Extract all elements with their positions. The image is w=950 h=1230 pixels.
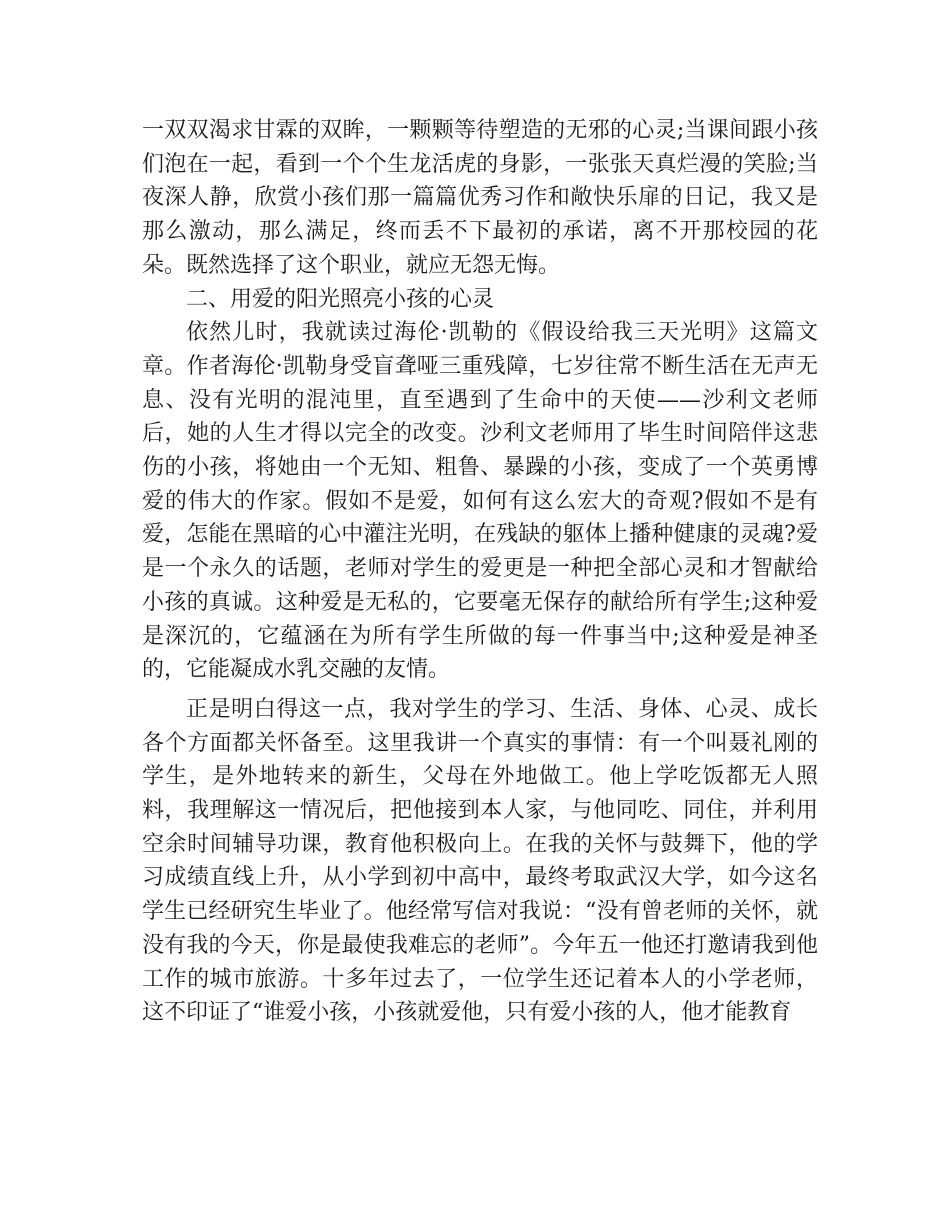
- paragraph-continuation: 一双双渴求甘霖的双眸，一颗颗等待塑造的无邪的心灵;当课间跟小孩们泡在一起，看到一个个生龙活虎的身影，一张张天真烂漫的笑脸;当夜深人静，欣赏小孩们那一篇篇优秀习作和敞快乐扉的日记，我又是那么激动，那么满足，终而丢不下最初的承诺，离不开那校园的花朵。既然选择了这个职业，就应无怨无悔。: [142, 118, 818, 278]
- paragraph-helen-keller: 依然儿时，我就读过海伦·凯勒的《假设给我三天光明》这篇文章。作者海伦·凯勒身受盲聋哑三重残障，七岁往常不断生活在无声无息、没有光明的混沌里，直至遇到了生命中的天使——沙利文老师后，她的人生才得以完全的改变。沙利文老师用了毕生时间陪伴这悲伤的小孩，将她由一个无知、粗鲁、暴躁的小孩，变成了一个英勇博爱的伟大的作家。假如不是爱，如何有这么宏大的奇观?假如不是有爱，怎能在黑暗的心中灌注光明，在残缺的躯体上播种健康的灵魂?爱是一个永久的话题，老师对学生的爱更是一种把全部心灵和才智献给小孩的真诚。这种爱是无私的，它要毫无保存的献给所有学生;这种爱是深沉的，它蕴涵在为所有学生所做的每一件事当中;这种爱是神圣的，它能凝成水乳交融的友情。: [142, 320, 818, 683]
- paragraph-student-story: 正是明白得这一点，我对学生的学习、生活、身体、心灵、成长各个方面都关怀备至。这里我讲一个真实的事情：有一个叫聂礼刚的学生，是外地转来的新生，父母在外地做工。他上学吃饭都无人照料，我理解这一情况后，把他接到本人家，与他同吃、同住，并利用空余时间辅导功课，教育他积极向上。在我的关怀与鼓舞下，他的学习成绩直线上升，从小学到初中高中，最终考取武汉大学，如今这名学生已经研究生毕业了。他经常写信对我说：“没有曾老师的关怀，就没有我的今天，你是最使我难忘的老师”。今年五一他还打邀请我到他工作的城市旅游。十多年过去了，一位学生还记着本人的小学老师，这不印证了“谁爱小孩，小孩就爱他，只有爱小孩的人，他才能教育: [142, 696, 818, 1026]
- section-heading: 二、用爱的阳光照亮小孩的心灵: [186, 286, 495, 312]
- body-text: [142, 114, 818, 1030]
